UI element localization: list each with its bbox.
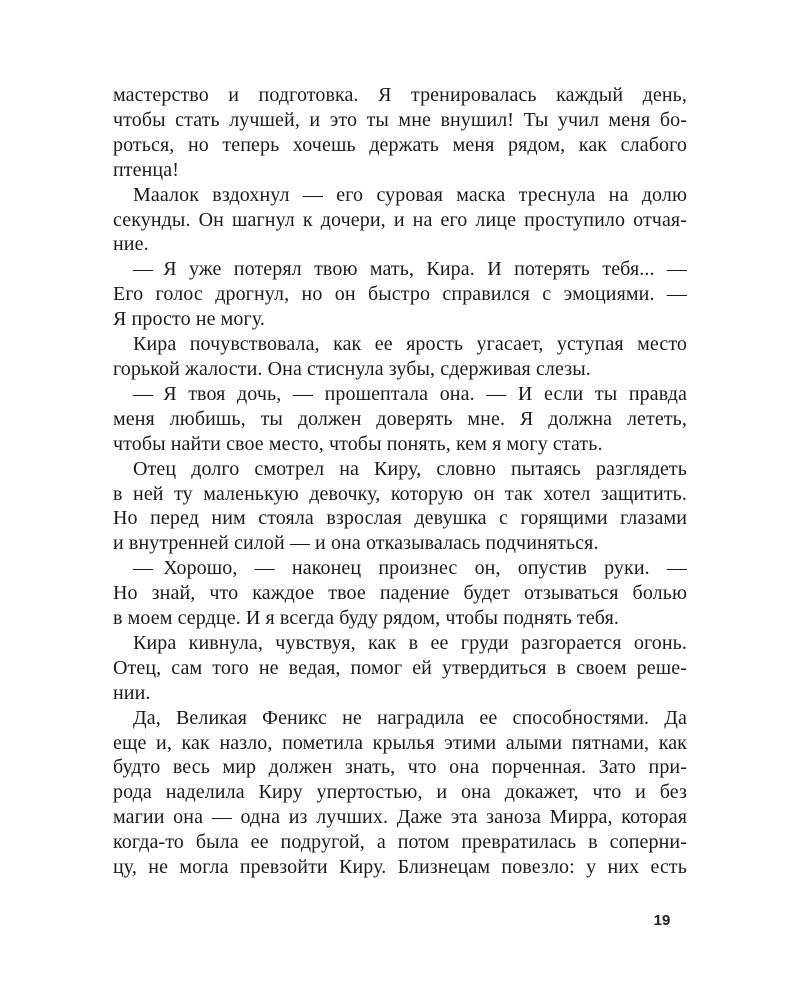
text-line: будто весь мир должен знать, что она порченная. Зато при-: [113, 756, 687, 779]
text-line: — Я твоя дочь, — прошептала она. — И если ты правда: [133, 382, 687, 405]
text-line: Но перед ним стояла взрослая девушка с горящими глазами: [113, 507, 687, 530]
text-line: мастерство и подготовка. Я тренировалась каждый день,: [113, 84, 687, 106]
text-line: рода наделила Киру упертостью, и она докажет, что и без: [113, 781, 687, 804]
text-line: в ней ту маленькую девочку, которую он так хотел защитить.: [113, 482, 687, 505]
text-line: цу, не могла превзойти Киру. Близнецам повезло: у них есть: [113, 856, 687, 879]
text-line: в моем сердце. И я всегда буду рядом, чтобы поднять тебя.: [113, 607, 619, 630]
text-line: роться, но теперь хочешь держать меня рядом, как слабого: [113, 133, 687, 156]
text-line: Но знай, что каждое твое падение будет отзываться болью: [113, 582, 687, 605]
page-text: [113, 83, 687, 880]
text-line: ние.: [113, 233, 149, 256]
text-line: магии она — одна из лучших. Даже эта заноза Мирра, которая: [113, 806, 687, 829]
text-line: Отец, сам того не ведая, помог ей утвердиться в своем реше-: [113, 656, 687, 679]
text-line: чтобы стать лучшей, и это ты мне внушил! Ты учил меня бо-: [113, 108, 687, 131]
text-line: Кира почувствовала, как ее ярость угасает, уступая место: [133, 333, 687, 356]
text-line: чтобы найти свое место, чтобы понять, кем я могу стать.: [113, 432, 603, 455]
text-line: Маалок вздохнул — его суровая маска треснула на долю: [133, 183, 687, 206]
text-line: нии.: [113, 681, 151, 704]
text-line: Его голос дрогнул, но он быстро справился с эмоциями. —: [113, 283, 687, 306]
text-line: и внутренней силой — и она отказывалась подчиняться.: [113, 532, 599, 555]
text-line: Я просто не могу.: [113, 308, 266, 331]
text-line: Отец долго смотрел на Киру, словно пытаясь разглядеть: [133, 457, 687, 480]
text-line: Кира кивнула, чувствуя, как в ее груди разгорается огонь.: [133, 631, 687, 654]
text-line: птенца!: [113, 158, 179, 181]
text-line: горькой жалости. Она стиснула зубы, сдерживая слезы.: [113, 357, 591, 380]
text-line: Да, Великая Феникс не наградила ее способностями. Да: [133, 706, 687, 729]
text-line: секунды. Он шагнул к дочери, и на его лице проступило отчая-: [113, 208, 687, 231]
text-line: еще и, как назло, пометила крылья этими алыми пятнами, как: [113, 731, 687, 754]
text-line: — Я уже потерял твою мать, Кира. И потерять тебя... —: [133, 258, 687, 281]
text-line: меня любишь, ты должен доверять мне. Я должна лететь,: [113, 407, 687, 430]
text-line: когда-то была ее подругой, а потом превратилась в соперни-: [113, 831, 687, 854]
text-line: — Хорошо, — наконец произнес он, опустив руки. —: [133, 557, 687, 580]
page-number: 19: [653, 912, 671, 929]
